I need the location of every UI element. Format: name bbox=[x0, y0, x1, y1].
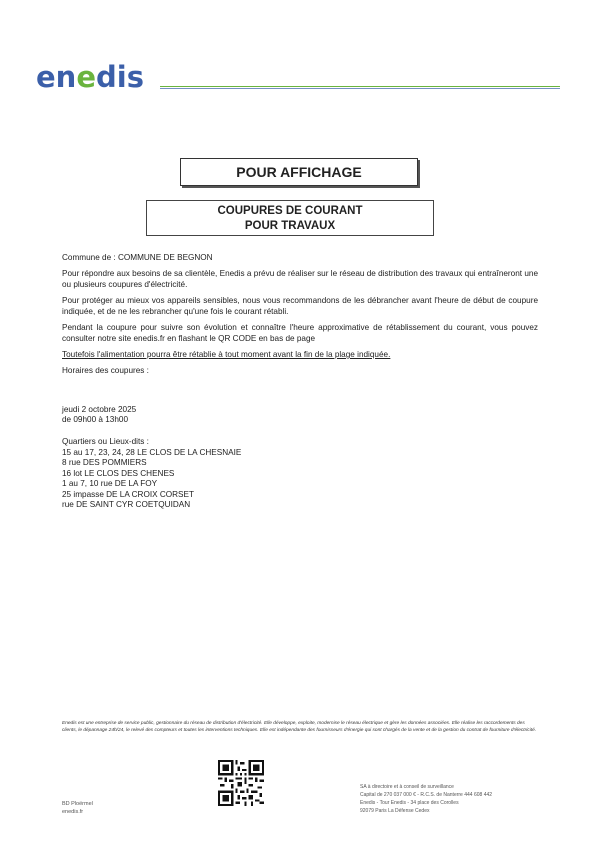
footer-left bbox=[62, 800, 93, 816]
list-item: 8 rue DES POMMIERS bbox=[62, 458, 147, 467]
list-item: 15 au 17, 23, 24, 28 LE CLOS DE LA CHESNAIE bbox=[62, 447, 242, 457]
list-item: 16 lot LE CLOS DES CHENES bbox=[62, 468, 175, 478]
qr-code-icon[interactable] bbox=[218, 760, 264, 806]
paragraph-restore: Toutefois l'alimentation pourra être rétablie à tout moment avant la fin de la plage indiquée. bbox=[62, 350, 391, 359]
legal-notice: Enedis est une entreprise de service public, gestionnaire du réseau de distribution d'électricité. Elle développe, exploite, modernise le réseau électrique et gère les données associées. Elle réalise les raccordements des clients, le dépannage 24h/24, le relevé des compteurs et toutes les interventions techniques. Elle est indépendante des fournisseurs d'énergie qui sont chargés de la vente et de la gestion du contrat de fourniture d'électricité. bbox=[62, 721, 537, 733]
notice-body bbox=[62, 252, 538, 511]
footer-website[interactable]: enedis.fr bbox=[62, 809, 84, 815]
enedis-logo: enedis bbox=[36, 60, 144, 94]
list-item: 25 impasse DE LA CROIX CORSET bbox=[62, 489, 194, 499]
subtitle-line-1: COUPURES DE COURANT bbox=[217, 205, 363, 217]
paragraph-follow: Pendant la coupure pour suivre son évolution et connaître l'heure approximative de rétablissement du courant, vous pouvez consulter notre site enedis.fr en flashant le QR CODE en bas de page bbox=[62, 323, 538, 343]
affichage-title-box bbox=[180, 158, 418, 186]
header-divider-secondary bbox=[160, 88, 560, 89]
list-item: 1 au 7, 10 rue DE LA FOY bbox=[62, 479, 158, 488]
horaires-label: Horaires des coupures : bbox=[62, 366, 149, 375]
paragraph-protect: Pour protéger au mieux vos appareils sensibles, nous vous recommandons de les débrancher avant l'heure de début de coupure indiquée, et de ne les rebrancher qu'une fois le courant rétabli. bbox=[62, 296, 538, 316]
subtitle-line-2: POUR TRAVAUX bbox=[244, 220, 336, 232]
list-item: rue DE SAINT CYR COETQUIDAN bbox=[62, 500, 191, 509]
company-address: SA à directoire et à conseil de surveillance Capital de 270 037 000 € - R.C.S. de Nanterre 444 608 442 Enedis - Tour Enedis - 34 place des Corolles 92079 Paris La Défense Cedex bbox=[360, 784, 493, 814]
paragraph-intro: Pour répondre aux besoins de sa clientèle, Enedis a prévu de réaliser sur le réseau de distribution des travaux qui entraîneront une ou plusieurs coupures d'électricité. bbox=[62, 269, 538, 289]
header-divider bbox=[160, 86, 560, 87]
schedule-date: jeudi 2 octobre 2025 bbox=[62, 405, 137, 414]
footer-office: BD Ploërmel bbox=[62, 801, 93, 807]
quartiers-list bbox=[62, 437, 538, 511]
quartiers-label: Quartiers ou Lieux-dits : bbox=[62, 437, 149, 446]
schedule-time: de 09h00 à 13h00 bbox=[62, 415, 129, 424]
page-title: POUR AFFICHAGE bbox=[236, 164, 362, 180]
commune-line: Commune de : COMMUNE DE BEGNON bbox=[62, 253, 213, 262]
subtitle-box bbox=[146, 200, 434, 236]
